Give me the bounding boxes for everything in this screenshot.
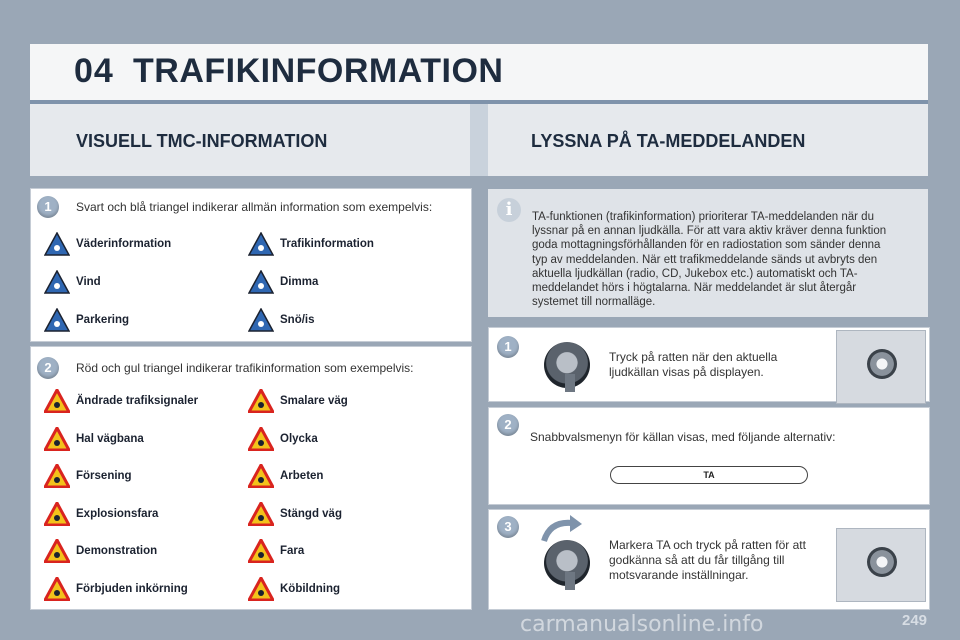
sign-item bbox=[44, 427, 244, 453]
press-arrow-icon bbox=[565, 374, 575, 392]
ta-option[interactable]: TA bbox=[610, 466, 808, 484]
sign-label: Explosionsfara bbox=[76, 507, 159, 520]
sign-label: Köbildning bbox=[280, 582, 341, 595]
explosion-sign-icon bbox=[44, 502, 70, 526]
sign-item bbox=[44, 270, 244, 296]
right-section-header bbox=[488, 104, 928, 176]
ta-info-text: TA-funktionen (trafikinformation) prioriterar TA-meddelanden när du lyssnar på en annan ljudkälla. För att vara aktiv kräver denna funktion goda mottagningsförhållanden för en radiostation som sänder denna typ av meddelanden. När ett trafikmeddelande sänds ut avbryts den aktuella ljudkällan (radio, CD, Jukebox etc.) automatiskt och TA-meddelandet hörs i högtalarna. När meddelandet är slut återgår systemet till normalläge. bbox=[532, 211, 887, 309]
sign-item bbox=[248, 427, 448, 453]
wind-sign-icon bbox=[44, 270, 70, 294]
left-section-title: VISUELL TMC-INFORMATION bbox=[76, 131, 328, 151]
slippery-road-sign-icon bbox=[44, 427, 70, 451]
sign-label: Olycka bbox=[280, 432, 318, 445]
sign-item bbox=[44, 577, 244, 603]
sign-item bbox=[44, 389, 244, 415]
snow-sign-icon bbox=[248, 308, 274, 332]
radio-dial bbox=[867, 349, 897, 379]
queue-sign-icon bbox=[248, 577, 274, 601]
radio-unit-image bbox=[836, 330, 926, 404]
sign-item bbox=[248, 502, 448, 528]
demonstration-sign-icon bbox=[44, 539, 70, 563]
sign-label: Parkering bbox=[76, 314, 130, 326]
radio-dial bbox=[867, 547, 897, 577]
step3-text: Markera TA och tryck på ratten för att godkänna så att du får tillgång till motsvarande inställningar. bbox=[609, 538, 806, 582]
sign-item bbox=[248, 389, 448, 415]
sign-item bbox=[44, 464, 244, 490]
watermark: carmanualsonline.info bbox=[520, 612, 764, 637]
sign-label: Fara bbox=[280, 545, 305, 557]
info-icon: i bbox=[497, 198, 521, 222]
sign-item bbox=[248, 464, 448, 490]
step-badge-r2: 2 bbox=[497, 414, 519, 436]
press-arrow-icon bbox=[565, 572, 575, 590]
delay-sign-icon bbox=[44, 464, 70, 488]
radio-unit-image bbox=[836, 528, 926, 602]
weather-sign-icon bbox=[44, 232, 70, 256]
sign-label: Arbeten bbox=[280, 470, 324, 482]
sign-item bbox=[248, 539, 448, 565]
step-badge-r1: 1 bbox=[497, 336, 519, 358]
sign-label: Stängd väg bbox=[280, 507, 342, 520]
sign-item bbox=[248, 270, 448, 296]
sign-item bbox=[248, 577, 448, 603]
accident-sign-icon bbox=[248, 427, 274, 451]
road-narrows-sign-icon bbox=[248, 389, 274, 413]
sign-label: Demonstration bbox=[76, 545, 158, 557]
traffic-info-intro: Röd och gul triangel indikerar trafikinformation som exempelvis: bbox=[76, 361, 414, 375]
sign-item bbox=[44, 232, 244, 258]
roadworks-sign-icon bbox=[248, 464, 274, 488]
step-badge-1: 1 bbox=[37, 196, 59, 218]
sign-item bbox=[44, 539, 244, 565]
sign-label: Hal vägbana bbox=[76, 432, 144, 445]
traffic-lights-sign-icon bbox=[44, 389, 70, 413]
step1-text: Tryck på ratten när den aktuella ljudkällan visas på displayen. bbox=[609, 350, 778, 379]
sign-label: Vind bbox=[76, 276, 101, 288]
sign-label: Försening bbox=[76, 470, 132, 482]
sign-item bbox=[248, 232, 448, 258]
step2-panel bbox=[488, 407, 930, 505]
step-badge-r3: 3 bbox=[497, 516, 519, 538]
sign-item bbox=[44, 502, 244, 528]
info-sign-icon bbox=[248, 232, 274, 256]
danger-sign-icon bbox=[248, 539, 274, 563]
chapter-title: TRAFIKINFORMATION bbox=[133, 52, 504, 90]
chapter-number: 04 bbox=[74, 52, 114, 90]
step2-text: Snabbvalsmenyn för källan visas, med följande alternativ: bbox=[530, 430, 836, 444]
sign-label: Ändrade trafiksignaler bbox=[76, 395, 199, 407]
sign-label: Snö/is bbox=[280, 314, 315, 326]
sign-label: Väderinformation bbox=[76, 238, 172, 250]
general-info-intro: Svart och blå triangel indikerar allmän information som exempelvis: bbox=[76, 200, 433, 214]
sign-item bbox=[248, 308, 448, 334]
topo-divider bbox=[470, 104, 488, 176]
no-entry-sign-icon bbox=[44, 577, 70, 601]
fog-sign-icon bbox=[248, 270, 274, 294]
left-section-header bbox=[30, 104, 470, 176]
right-section-title: LYSSNA PÅ TA-MEDDELANDEN bbox=[531, 131, 806, 151]
parking-sign-icon bbox=[44, 308, 70, 332]
closed-road-sign-icon bbox=[248, 502, 274, 526]
sign-label: Dimma bbox=[280, 276, 319, 288]
sign-item bbox=[44, 308, 244, 334]
page-number: 249 bbox=[902, 612, 928, 629]
sign-label: Trafikinformation bbox=[280, 238, 374, 250]
sign-label: Smalare väg bbox=[280, 395, 348, 407]
step-badge-2: 2 bbox=[37, 357, 59, 379]
sign-label: Förbjuden inkörning bbox=[76, 582, 188, 595]
